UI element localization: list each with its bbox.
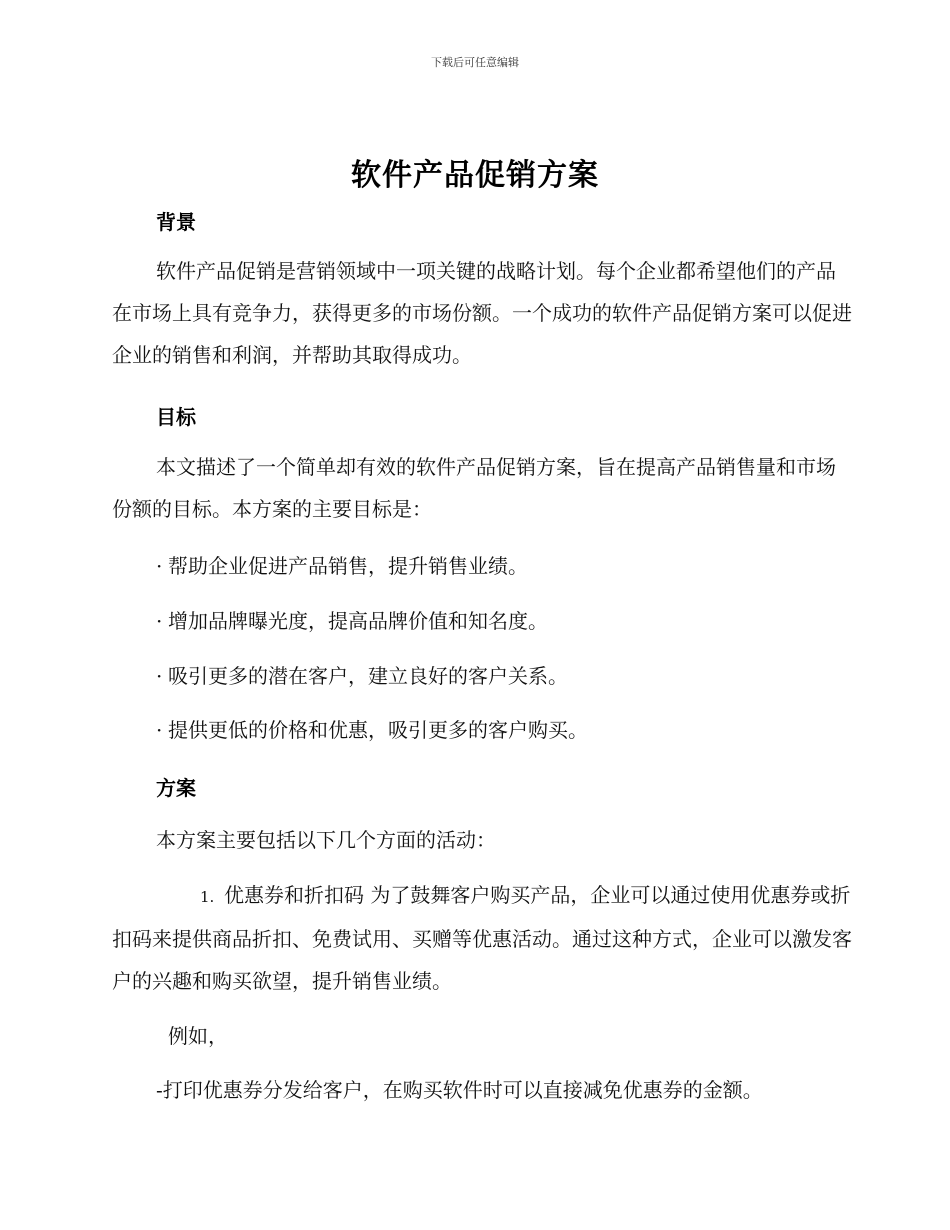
list-item	[156, 716, 588, 744]
bullet-text: 提供更低的价格和优惠，吸引更多的客户购买。	[168, 718, 588, 742]
example-item	[156, 1076, 763, 1104]
dash-icon: -	[156, 1078, 163, 1102]
example-label: 例如，	[168, 1024, 228, 1048]
bullet-text: 增加品牌曝光度，提高品牌价值和知名度。	[168, 609, 548, 633]
page-header-note: 下载后可任意编辑	[431, 56, 519, 69]
section-heading-goals: 目标	[156, 405, 196, 429]
bullet-icon: ·	[156, 664, 163, 688]
bullet-text: 帮助企业促进产品销售，提升销售业绩。	[168, 554, 528, 578]
plan-intro: 本方案主要包括以下几个方面的活动：	[156, 828, 496, 852]
bullet-icon: ·	[156, 609, 163, 633]
document-title: 软件产品促销方案	[351, 158, 599, 193]
bullet-icon: ·	[156, 554, 163, 578]
list-number: 1.	[200, 888, 215, 906]
plan-item-1-text: 优惠券和折扣码 为了鼓舞客户购买产品，企业可以通过使用优惠券或折扣码来提供商品折扣、免费试用、买赠等优惠活动。通过这种方式，企业可以激发客户的兴趣和购买欲望，提升销售业绩。	[112, 883, 852, 993]
list-item	[156, 662, 568, 690]
background-paragraph: 软件产品促销是营销领域中一项关键的战略计划。每个企业都希望他们的产品在市场上具有竞争力，获得更多的市场份额。一个成功的软件产品促销方案可以促进企业的销售和利润，并帮助其取得成功。	[112, 259, 852, 367]
section-heading-background: 背景	[156, 210, 196, 234]
bullet-text: 吸引更多的潜在客户，建立良好的客户关系。	[168, 664, 568, 688]
list-item	[156, 552, 528, 580]
goals-paragraph: 本文描述了一个简单却有效的软件产品促销方案，旨在提高产品销售量和市场份额的目标。本方案的主要目标是：	[112, 455, 836, 521]
example-item-text: 打印优惠券分发给客户，在购买软件时可以直接减免优惠券的金额。	[162, 1078, 763, 1102]
list-item	[156, 607, 548, 635]
section-heading-plan: 方案	[156, 776, 196, 800]
plan-item-1	[112, 874, 852, 1002]
bullet-icon: ·	[156, 718, 163, 742]
